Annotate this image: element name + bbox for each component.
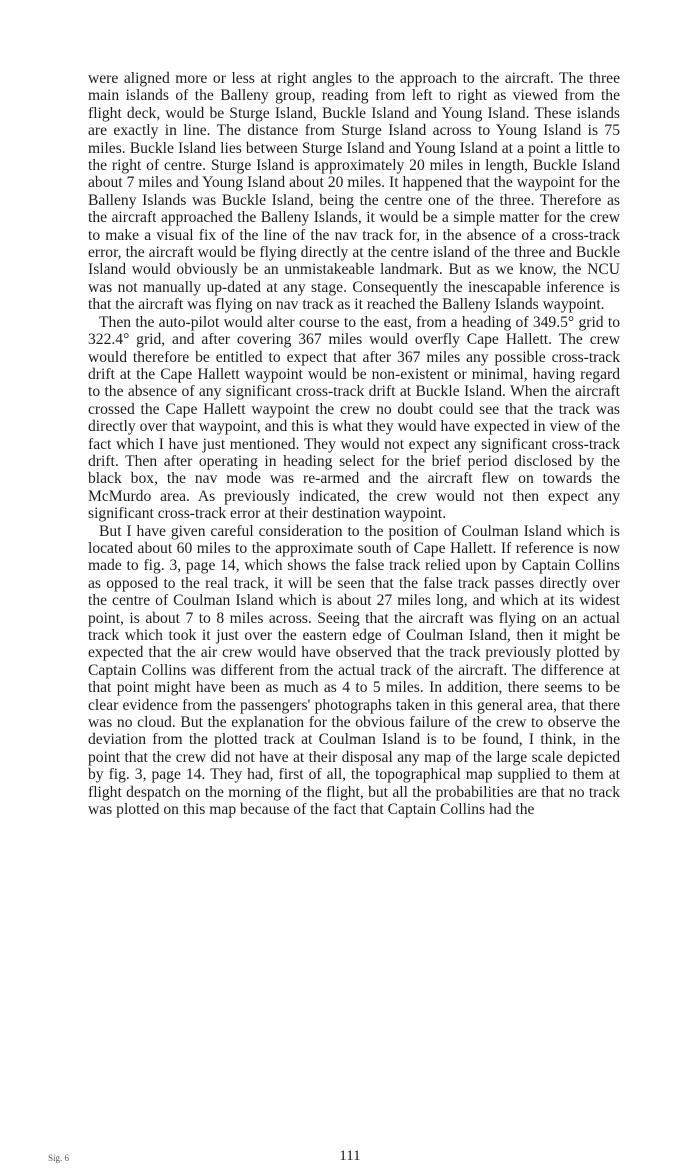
signature-mark: Sig. 6 xyxy=(48,1153,70,1163)
paragraph-2: Then the auto-pilot would alter course to the east, from a heading of 349.5° grid to 322.4° grid, and after covering 367 miles would overfly Cape Hallett. The crew would therefore be entitled to expect that after 367 miles any possible cross-track drift at the Cape Hallett waypoint would be non-existent or minimal, having regard to the absence of any significant cross-track drift at Buckle Island. When the aircraft crossed the Cape Hallett waypoint the crew no doubt could see that the track was directly over that waypoint, and this is what they would have expected in view of the fact which I have just mentioned. They would not expect any significant cross-track drift. Then after operating in heading select for the brief period disclosed by the black box, the nav mode was re-armed and the aircraft flew on towards the McMurdo area. As previously indicated, the crew would not then expect any significant cross-track error at their destination waypoint. xyxy=(88,313,620,523)
paragraph-1: were aligned more or less at right angles to the approach to the aircraft. The three main islands of the Balleny group, reading from left to right as viewed from the flight deck, would be Sturge Island, Buckle Island and Young Island. These islands are exactly in line. The distance from Sturge Island across to Young Island is 75 miles. Buckle Island lies between Sturge Island and Young Island at a point a little to the right of centre. Sturge Island is approximately 20 miles in length, Buckle Island about 7 miles and Young Island about 20 miles. It happened that the waypoint for the Balleny Islands was Buckle Island, being the centre one of the three. Therefore as the aircraft approached the Balleny Islands, it would be a simple matter for the crew to make a visual fix of the line of the nav track for, in the absence of a cross-track error, the aircraft would be flying directly at the centre island of the three and Buckle Island would obviously be an unmistakeable landmark. But as we know, the NCU was not manually up-dated at any stage. Consequently the inescapable inference is that the aircraft was flying on nav track as it reached the Balleny Islands waypoint. xyxy=(88,70,620,314)
page-number: 111 xyxy=(339,1148,361,1164)
page-body xyxy=(88,70,620,818)
paragraph-3: But I have given careful consideration to the position of Coulman Island which is located about 60 miles to the approximate south of Cape Hallett. If reference is now made to fig. 3, page 14, which shows the false track relied upon by Captain Collins as opposed to the real track, it will be seen that the false track passes directly over the centre of Coulman Island which is about 27 miles long, and which at its widest point, is about 7 to 8 miles across. Seeing that the aircraft was flying on an actual track which took it just over the eastern edge of Coulman Island, then it might be expected that the air crew would have observed that the track previously plotted by Captain Collins was different from the actual track of the aircraft. The difference at that point might have been as much as 4 to 5 miles. In addition, there seems to be clear evidence from the passengers' photographs taken in this general area, that there was no cloud. But the explanation for the obvious failure of the crew to observe the deviation from the plotted track at Coulman Island is to be found, I think, in the point that the crew did not have at their disposal any map of the large scale depicted by fig. 3, page 14. They had, first of all, the topographical map supplied to them at flight despatch on the morning of the flight, but all the probabilities are that no track was plotted on this map because of the fact that Captain Collins had the xyxy=(88,522,620,819)
